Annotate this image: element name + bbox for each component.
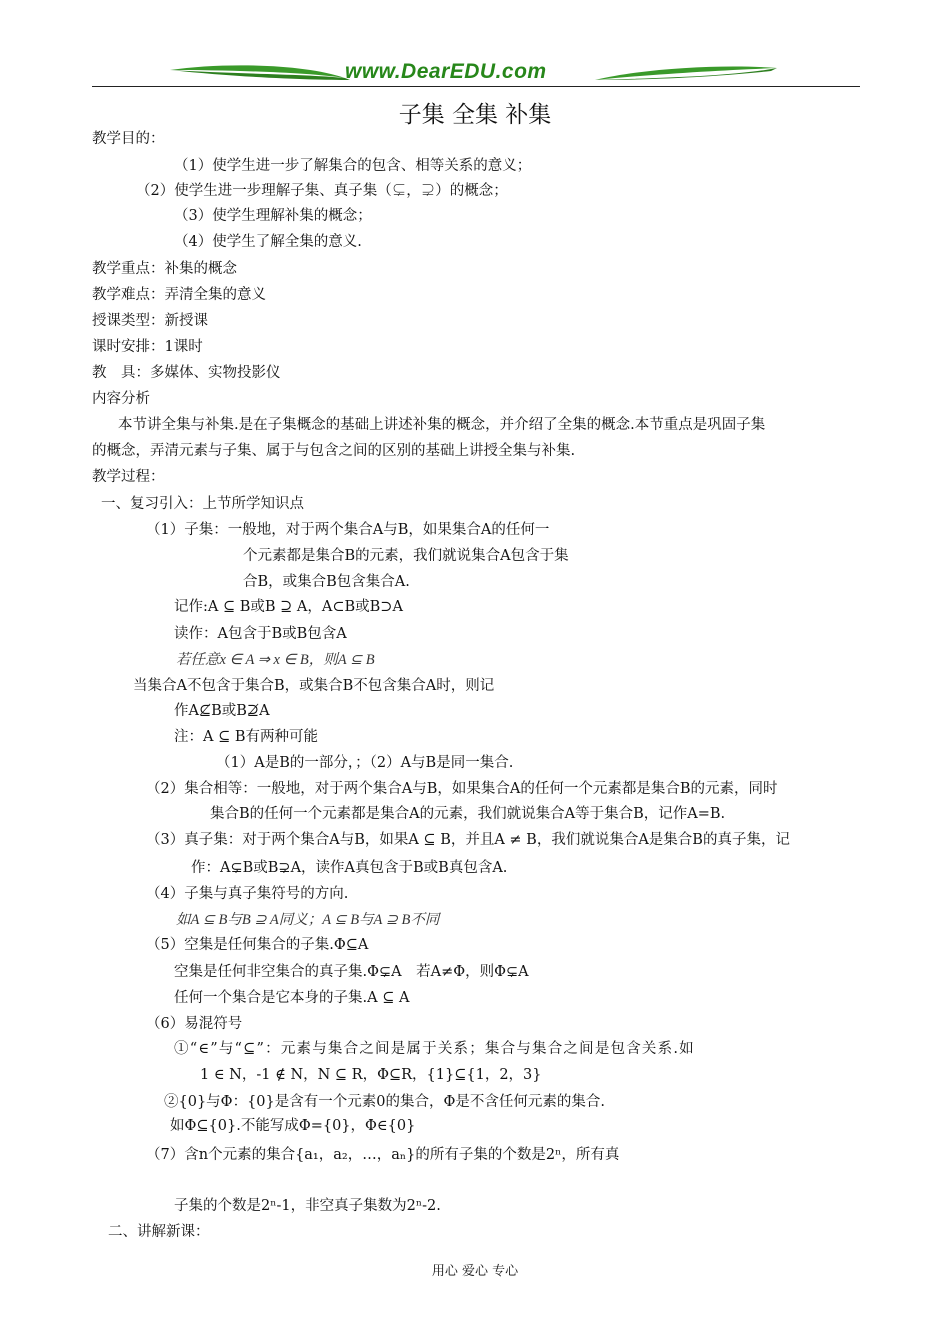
subset-def-1: （1）子集：一般地，对于两个集合A与B，如果集合A的任何一 xyxy=(146,522,550,538)
confusing-symbols-heading: （6）易混符号 xyxy=(146,1016,243,1032)
analysis-line-2: 的概念，弄清元素与子集、属于与包含之间的区别的基础上讲授全集与补集. xyxy=(92,443,576,459)
empty-set-1: （5）空集是任何集合的子集.Φ⊆A xyxy=(146,937,369,953)
empty-set-2: 空集是任何非空集合的真子集.Φ⊊A 若A≠Φ，则Φ⊊A xyxy=(174,964,529,980)
section-content-analysis: 内容分析 xyxy=(92,391,150,407)
notation-line: 记作:A ⊆ B或B ⊇ A，A⊂B或B⊃A xyxy=(174,599,403,615)
direction-formula: 如A ⊆ B与B ⊇ A同义；A ⊆ B与A ⊇ B不同 xyxy=(176,912,440,928)
self-subset: 任何一个集合是它本身的子集.A ⊆ A xyxy=(174,990,410,1006)
analysis-line-1: 本节讲全集与补集.是在子集概念的基础上讲述补集的概念，并介绍了全集的概念.本节重点是巩固子集 xyxy=(118,417,766,433)
section-goals: 教学目的： xyxy=(92,131,165,147)
goal-1: （1）使学生进一步了解集合的包含、相等关系的意义； xyxy=(174,158,532,174)
not-subset-2: 作A⊈B或B⊉A xyxy=(174,703,270,719)
part-1-heading: 一、复习引入：上节所学知识点 xyxy=(101,496,304,512)
symbols-point-2b: 如Φ⊆{0}.不能写成Φ={0}，Φ∈{0} xyxy=(170,1118,416,1134)
reading-line: 读作：A包含于B或B包含A xyxy=(174,626,347,642)
key-point: 教学重点：补集的概念 xyxy=(92,261,237,277)
goal-3: （3）使学生理解补集的概念； xyxy=(174,208,372,224)
subset-count-1: （7）含n个元素的集合{a₁，a₂，…，aₙ}的所有子集的个数是2ⁿ，所有真 xyxy=(146,1147,620,1163)
direction-heading: （4）子集与真子集符号的方向. xyxy=(146,886,349,902)
subset-def-2: 个元素都是集合B的元素，我们就说集合A包含于集 xyxy=(243,548,569,564)
subset-count-2: 子集的个数是2ⁿ-1，非空真子集数为2ⁿ-2. xyxy=(174,1198,441,1214)
page-title: 子集 全集 补集 xyxy=(398,102,552,128)
footer-slogan: 用心 爱心 专心 xyxy=(431,1264,519,1279)
subset-def-3: 合B，或集合B包含集合A. xyxy=(243,574,410,590)
header-rule xyxy=(92,86,860,87)
schedule: 课时安排：1课时 xyxy=(92,339,203,355)
part-2-heading: 二、讲解新课： xyxy=(108,1224,210,1240)
formula-subset: 若任意x ∈ A ⇒ x ∈ B，则A ⊆ B xyxy=(176,652,375,668)
note-line: 注：A ⊆ B有两种可能 xyxy=(174,729,318,745)
site-logo: www.DearEDU.com xyxy=(345,60,547,83)
section-process: 教学过程： xyxy=(92,469,165,485)
equality-def-2: 集合B的任何一个元素都是集合A的元素，我们就说集合A等于集合B，记作A=B. xyxy=(210,806,726,822)
symbols-examples: 1 ∈ N，-1 ∉ N，N ⊆ R，Φ⊆R，{1}⊆{1，2，3} xyxy=(200,1067,542,1083)
teaching-tools: 教 具：多媒体、实物投影仪 xyxy=(92,365,281,381)
difficulty: 教学难点：弄清全集的意义 xyxy=(92,287,266,303)
symbols-point-2: ②{0}与Φ：{0}是含有一个元素0的集合，Φ是不含任何元素的集合. xyxy=(164,1094,605,1110)
equality-def-1: （2）集合相等：一般地，对于两个集合A与B，如果集合A的任何一个元素都是集合B的元素，同时 xyxy=(146,781,778,797)
not-subset-1: 当集合A不包含于集合B，或集合B不包含集合A时，则记 xyxy=(133,678,495,694)
goal-2: （2）使学生进一步理解子集、真子集（⊊，⊋）的概念； xyxy=(136,183,508,199)
proper-subset-def-1: （3）真子集：对于两个集合A与B，如果A ⊆ B，并且A ≠ B，我们就说集合A是集合B的真子集，记 xyxy=(146,832,790,848)
two-cases: （1）A是B的一部分，；（2）A与B是同一集合. xyxy=(216,755,514,771)
proper-subset-def-2: 作：A⊊B或B⊋A，读作A真包含于B或B真包含A. xyxy=(191,860,508,876)
goal-4: （4）使学生了解全集的意义. xyxy=(174,234,362,250)
symbols-point-1: ①“∈”与“⊆”：元素与集合之间是属于关系；集合与集合之间是包含关系.如 xyxy=(174,1041,695,1057)
lesson-type: 授课类型：新授课 xyxy=(92,313,208,329)
